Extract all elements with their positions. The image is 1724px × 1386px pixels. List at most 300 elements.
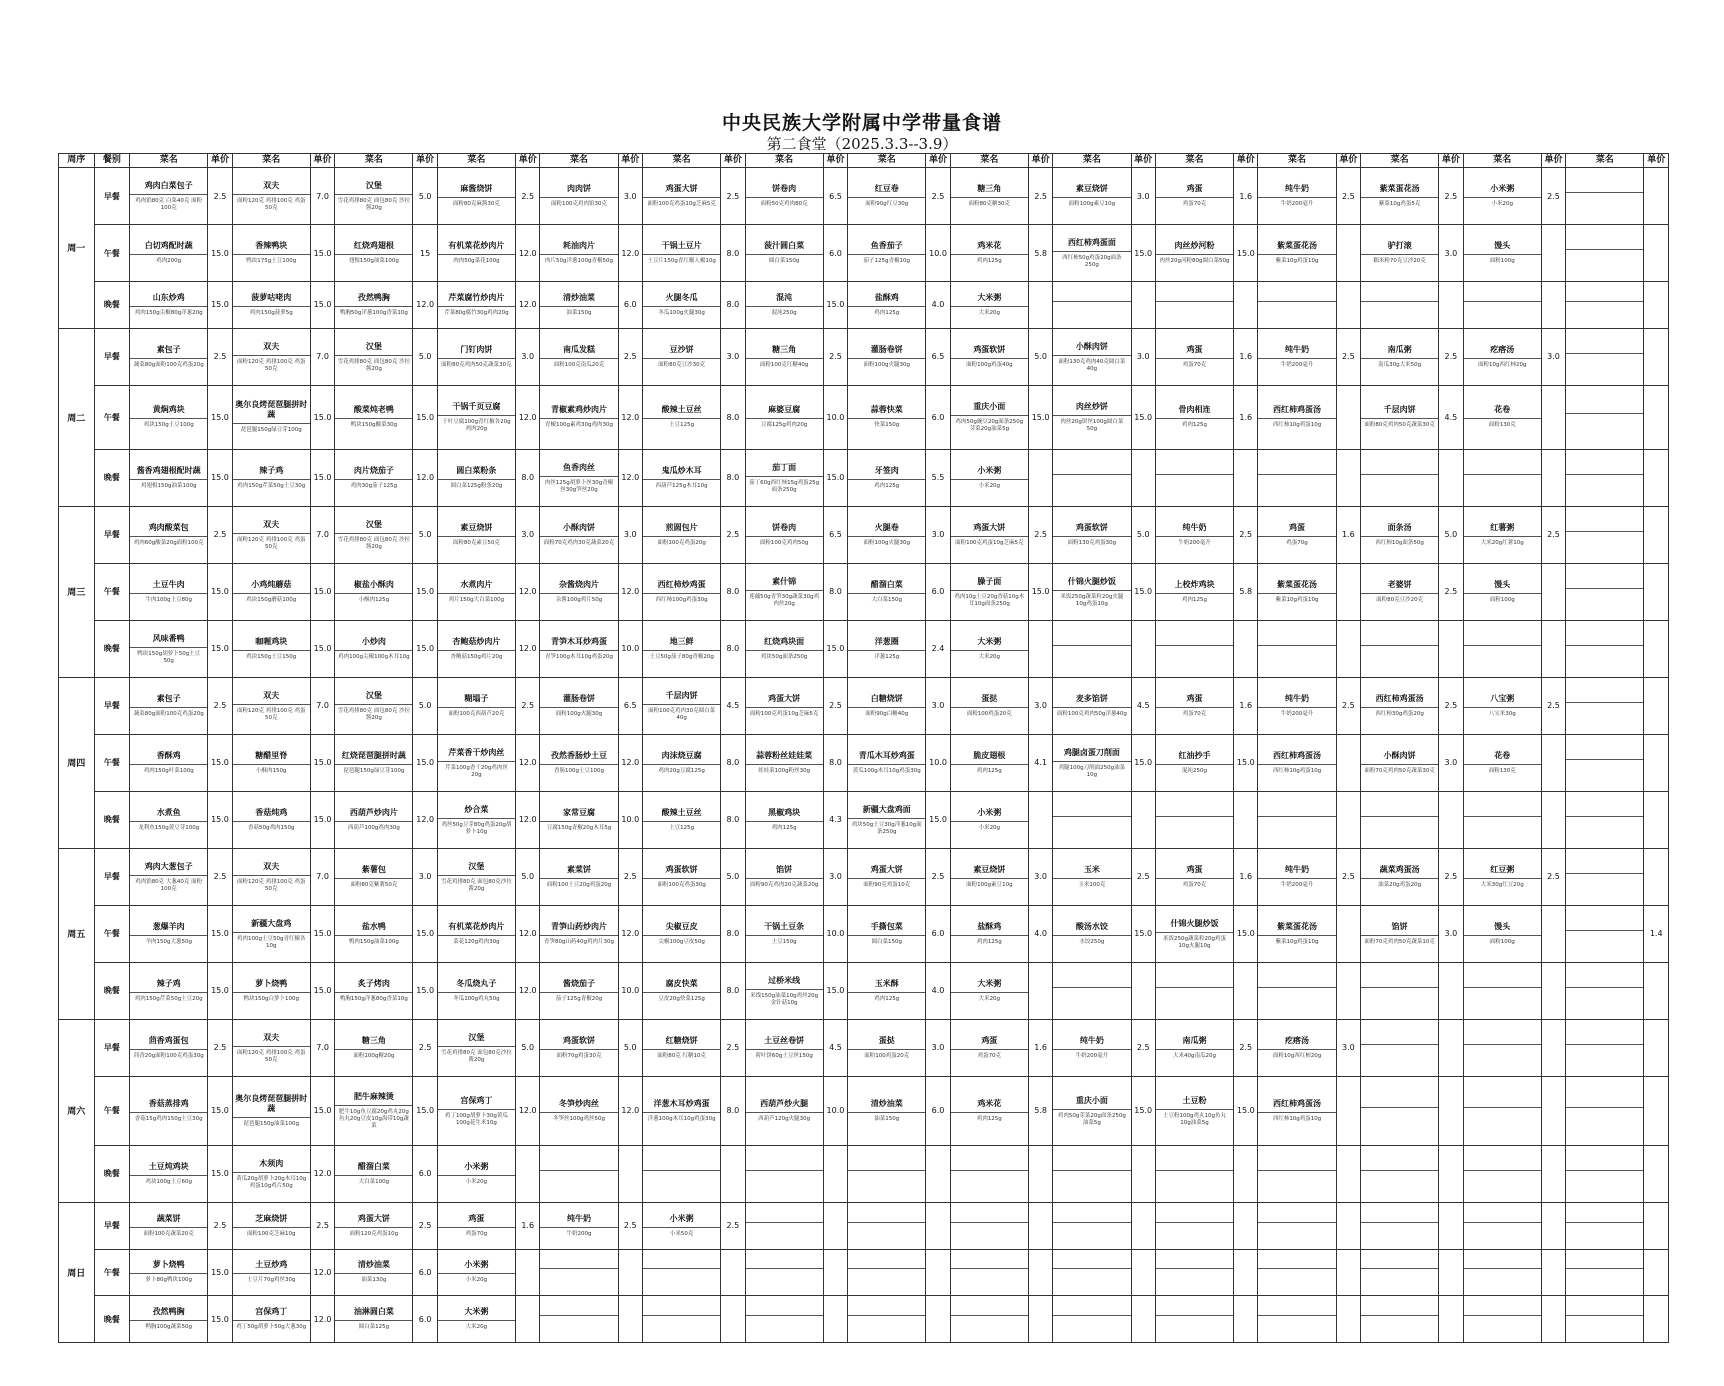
dish-cell [1258,385,1336,449]
dish-price: 2.5 [618,328,642,385]
dish-cell [642,282,720,329]
dish-cell [335,734,413,791]
dish-ingredients: 西葫芦120g火腿30g [746,1112,823,1124]
dish-ingredients: 茴香20g面粉100克鸡蛋30g [130,1049,207,1061]
dish-cell [1053,385,1131,449]
header-price: 单价 [1439,154,1463,168]
dish-ingredients: 鸡肉125g [848,479,925,491]
dish-cell [1566,848,1644,905]
dish-ingredients: 香肠100g土豆100g [540,764,617,776]
dish-cell [1463,791,1541,848]
dish-name [1566,409,1643,410]
dish-ingredients [1464,645,1541,657]
header-price: 单价 [516,154,540,168]
dish-ingredients: 鸡蛋70克 [1156,707,1233,719]
meal-row [59,1296,1669,1343]
dish-ingredients: 牛肉100g土豆80g [130,593,207,605]
dish-name: 糊塌子 [464,693,489,703]
dish-price: 4.5 [1439,385,1463,449]
dish-name: 肉沫烧豆腐 [661,750,702,760]
dish-price: 10.0 [618,791,642,848]
dish-ingredients [1464,1170,1541,1182]
dish-ingredients: 鸭胸100g蔬菜50g [130,1320,207,1332]
dish-cell [437,168,515,225]
dish-ingredients: 西红柿10g鸡蛋10g [1258,418,1335,430]
dish-ingredients: 翅根150g油菜100g [335,254,412,266]
dish-ingredients: 雪花鸡排80克 面包80克 沙拉酱20g [335,704,412,722]
dish-name [1464,1218,1541,1219]
dish-name: 土豆丝卷饼 [764,1035,805,1045]
dish-ingredients: 雪花鸡排80克 面包80克 沙拉酱20g [335,194,412,212]
dish-cell [1155,328,1233,385]
dish-ingredients: 青笋80g山药40g鸡肉片30g [540,935,617,947]
dish-price: 15.0 [1234,1076,1258,1145]
dish-name: 黄焖鸡块 [152,405,185,415]
dish-cell [642,734,720,791]
day-label: 周三 [59,506,95,677]
dish-cell [232,328,310,385]
dish-price: 12.0 [310,1249,334,1296]
dish-price: 10.0 [823,905,847,962]
dish-price [1028,282,1052,329]
dish-cell [1155,905,1233,962]
dish-name: 白糖烧饼 [870,693,903,703]
dish-cell [848,506,926,563]
dish-price: 2.5 [823,328,847,385]
dish-ingredients: 紫菜10g鸡蛋5克 [1361,197,1438,209]
dish-name: 红薯粥 [1490,522,1515,532]
dish-name: 紫菜蛋花汤 [1379,184,1420,193]
dish-ingredients [951,1315,1028,1327]
dish-ingredients: 肉肉50g菜花100g [438,254,515,266]
dish-name: 西葫芦炒火腿 [760,1098,809,1108]
dish-price [1644,282,1669,329]
meal-label: 晚餐 [94,282,130,329]
dish-cell [540,328,618,385]
dish-ingredients: 面粉100g [1464,254,1541,266]
dish-cell [130,962,208,1019]
dish-ingredients: 大白菜100g [335,1175,412,1187]
dish-price [1644,1076,1669,1145]
dish-price: 7.0 [310,677,334,734]
dish-ingredients: 土豆粉100g鸡丸10g鱼丸10g油菜5g [1156,1109,1233,1127]
dish-name: 红糖烧饼 [665,1035,698,1045]
dish-price: 15.0 [310,905,334,962]
dish-ingredients: 鸡蛋70g [438,1227,515,1239]
dish-name: 小米粥 [977,465,1002,475]
dish-ingredients: 鸡肉10g土豆20g香菇10g木耳10g面条250g [951,590,1028,608]
dish-cell [335,905,413,962]
dish-name: 手撕包菜 [870,921,903,931]
dish-name [1361,983,1438,984]
dish-price: 15.0 [208,905,232,962]
meal-row [59,225,1669,282]
dish-name [1464,1166,1541,1167]
dish-price: 5.0 [1131,506,1155,563]
dish-price: 15 [413,225,437,282]
dish-name: 鸡蛋软饼 [665,864,698,874]
dish-name: 冬瓜烧丸子 [456,978,497,988]
dish-cell [130,168,208,225]
dish-name: 小米粥 [464,1260,489,1270]
dish-cell [540,962,618,1019]
dish-price: 4.5 [721,677,745,734]
dish-ingredients: 鸡块150g土豆150g [233,650,310,662]
dish-cell [848,620,926,677]
dish-price: 15.0 [310,282,334,329]
dish-price: 3.0 [1028,677,1052,734]
dish-name: 什锦火腿炒饭 [1067,576,1116,586]
dish-ingredients [1361,474,1438,486]
dish-price: 15.0 [413,962,437,1019]
dish-price [1336,282,1360,329]
dish-ingredients: 土豆片70g鸡丝30g [233,1273,310,1285]
dish-price [1541,905,1565,962]
dish-price [1336,620,1360,677]
dish-name: 茴香鸡蛋包 [148,1035,189,1045]
dish-name: 南瓜粥 [1182,1035,1207,1045]
dish-ingredients: 面粉120克鸡蛋10g [335,1227,412,1239]
dish-price: 2.5 [1541,677,1565,734]
dish-ingredients: 鸡肉50g豌豆20g面条250g芽菜20g油菜5g [951,415,1028,433]
dish-name: 鸡蛋 [1186,344,1203,354]
dish-cell [130,449,208,506]
dish-ingredients: 面粉10g西红柿20g [1464,358,1541,370]
dish-cell [1463,1249,1541,1296]
dish-ingredients [1053,1170,1130,1182]
dish-cell [1463,1076,1541,1145]
dish-cell [642,563,720,620]
meal-row [59,620,1669,677]
dish-price: 15.0 [823,449,847,506]
dish-ingredients: 面粉120克 鸡排100克 鸡蛋50克 [233,533,310,551]
dish-name: 玉米 [1083,864,1100,874]
dish-ingredients: 面粉100鸡蛋20克 [951,707,1028,719]
dish-name [1464,1103,1541,1104]
dish-price: 15.0 [208,563,232,620]
dish-cell [642,1296,720,1343]
dish-cell [437,1145,515,1202]
dish-ingredients: 面粉130克鸡蛋30g [1053,536,1130,548]
dish-price: 15.0 [1131,225,1155,282]
dish-ingredients: 面粉100g火腿30g [848,358,925,370]
dish-name [643,1166,720,1167]
dish-price [1234,282,1258,329]
dish-name [1258,1218,1335,1219]
dish-ingredients: 西红柿10g鸡蛋10g [1258,1112,1335,1124]
dish-cell [950,328,1028,385]
dish-price: 15.0 [823,962,847,1019]
dish-ingredients: 琵琶腿150g绿豆芽100g [233,423,310,435]
dish-ingredients [1053,987,1130,999]
dish-name: 小炒肉 [361,636,386,646]
dish-name: 芹菜香干炒肉丝 [448,747,505,757]
dish-name: 素什锦 [772,576,797,586]
dish-ingredients: 牛奶200g [540,1227,617,1239]
dish-price [1541,1202,1565,1249]
dish-name: 木须肉 [259,1158,284,1168]
dish-cell [745,385,823,449]
header-dish-name: 菜名 [745,154,823,168]
dish-name [1566,188,1643,189]
dish-name [1053,1166,1130,1167]
dish-price: 15.0 [413,1076,437,1145]
dish-ingredients [848,1170,925,1182]
dish-cell [745,1076,823,1145]
dish-ingredients: 面粉70克鸡肉30克蔬菜20克 [540,536,617,548]
dish-name: 西红柿鸡蛋汤 [1375,693,1424,703]
dish-cell [848,962,926,1019]
dish-name: 鸡蛋软饼 [973,344,1006,354]
dish-price [1439,449,1463,506]
dish-ingredients [1566,353,1643,365]
dish-cell [950,677,1028,734]
dish-name: 汉堡 [365,181,382,190]
dish-name [1053,983,1130,984]
dish-name [848,1311,925,1312]
dish-ingredients: 鸡肉150g芹菜50g土豆20g [130,992,207,1004]
dish-cell [540,385,618,449]
meal-label: 晚餐 [94,620,130,677]
dish-price [1541,1019,1565,1076]
dish-cell [1361,1296,1439,1343]
dish-price: 2.5 [721,168,745,225]
dish-ingredients: 鸡肉30g茄子125g [335,479,412,491]
dish-name [1156,1218,1233,1219]
dish-price: 15.0 [310,449,334,506]
dish-cell [1053,1076,1131,1145]
dish-cell [848,1145,926,1202]
dish-name: 鸡肉白菜包子 [144,181,193,190]
dish-ingredients: 大米20g [951,306,1028,318]
dish-ingredients: 鸡肉150g芹菜50g土豆30g [233,479,310,491]
dish-cell [745,677,823,734]
dish-name: 糖三角 [361,1035,386,1045]
dish-price: 2.5 [208,168,232,225]
dish-name: 红油抄手 [1178,750,1211,760]
dish-ingredients [1053,1268,1130,1280]
dish-name [848,1166,925,1167]
header-meal: 餐别 [94,154,130,168]
dish-cell [1566,506,1644,563]
header-dish-name: 菜名 [848,154,926,168]
dish-ingredients: 鸡肉100g尖椒100g木耳10g [335,650,412,662]
dish-price: 2.5 [208,848,232,905]
dish-cell [130,677,208,734]
dish-cell [1258,962,1336,1019]
header-dish-name: 菜名 [1155,154,1233,168]
dish-ingredients: 面粉100克芝麻10g [233,1227,310,1239]
dish-price: 8.0 [721,385,745,449]
dish-name [1566,1218,1643,1219]
dish-name: 南瓜发糕 [563,344,595,354]
dish-ingredients [1361,1315,1438,1327]
dish-name: 芝麻烧饼 [255,1213,288,1223]
header-dish-name: 菜名 [950,154,1028,168]
dish-cell [437,563,515,620]
dish-name: 南瓜粥 [1387,344,1412,354]
header-dish-name: 菜名 [642,154,720,168]
dish-name: 紫菜蛋花汤 [1277,579,1318,589]
dish-ingredients: 小酥肉150g [233,764,310,776]
dish-name: 八宝粥 [1490,693,1515,703]
dish-price [1644,962,1669,1019]
dish-name: 双夫 [263,519,280,529]
dish-price: 3.0 [516,506,540,563]
dish-cell [642,962,720,1019]
dish-cell [335,1145,413,1202]
dish-name: 葱爆羊肉 [152,921,185,931]
dish-ingredients [848,1268,925,1280]
dish-ingredients: 肉丝20g河粉80g圆白菜50g [1156,254,1233,266]
dish-name: 油淋圆白菜 [353,1307,394,1317]
dish-name: 土豆炒鸡 [255,1260,288,1270]
header-price: 单价 [1541,154,1565,168]
dish-name: 水煮鱼 [156,807,181,817]
dish-ingredients: 面粉90g白糖40g [848,707,925,719]
dish-price: 15.0 [413,563,437,620]
dish-price: 10.0 [926,734,950,791]
dish-ingredients: 西红柿50g鸡蛋20g面条250g [1053,251,1130,269]
dish-ingredients: 洋葱100g木耳10g鸡蛋30g [643,1112,720,1124]
dish-price: 10.0 [926,225,950,282]
dish-name: 蔬菜鸡蛋汤 [1379,864,1420,874]
dish-name: 玉米酥 [874,978,899,988]
dish-name: 馅饼 [776,864,793,874]
dish-name: 灌肠卷饼 [870,344,903,354]
dish-name [1258,297,1335,298]
dish-ingredients [1464,1044,1541,1056]
dish-price: 15.0 [1131,563,1155,620]
dish-cell [950,620,1028,677]
dish-name: 冬笋炒肉丝 [559,1098,599,1108]
day-label: 周五 [59,848,95,1019]
dish-cell [1258,791,1336,848]
dish-price [1131,1296,1155,1343]
dish-cell [1053,282,1131,329]
dish-name [1258,1166,1335,1167]
dish-name: 肉丝炒饼 [1075,402,1108,412]
dish-name: 鸡腿卤蛋刀削面 [1063,747,1120,757]
dish-ingredients: 鸡腿100g刀削面250g油菜10g [1053,761,1130,779]
dish-price [1439,962,1463,1019]
dish-cell [335,677,413,734]
dish-ingredients: 杂酱100g鸡片50g [540,593,617,605]
dish-price: 15.0 [1131,905,1155,962]
dish-ingredients: 牛奶200毫升 [1258,707,1335,719]
dish-cell [1566,225,1644,282]
dish-ingredients: 面粉100克鸡肉50g洋葱40g [1053,707,1130,719]
dish-price [1028,449,1052,506]
dish-name: 新疆大盘鸡面 [862,804,911,814]
dish-price: 3.0 [618,168,642,225]
dish-name [1258,1264,1335,1265]
dish-price [823,1249,847,1296]
dish-cell [745,734,823,791]
dish-cell [1566,1076,1644,1145]
dish-ingredients: 鸡肉125g [951,1112,1028,1124]
dish-cell [540,282,618,329]
dish-ingredients: 面粉100土豆20g鸡蛋20g [540,878,617,890]
dish-ingredients [1464,1315,1541,1327]
dish-ingredients: 八宝米30g [1464,707,1541,719]
dish-name [1361,1218,1438,1219]
dish-ingredients: 鸡肉馅80克 白菜40克 面粉100克 [130,194,207,212]
dish-name: 麻婆豆腐 [768,405,801,415]
dish-price [1644,506,1669,563]
dish-price: 12.0 [413,449,437,506]
dish-price [1028,1145,1052,1202]
header-price: 单价 [1028,154,1052,168]
header-price: 单价 [1644,154,1669,168]
dish-price [1131,1145,1155,1202]
dish-name [1053,470,1130,471]
dish-price [1234,1296,1258,1343]
dish-price: 12.0 [516,282,540,329]
dish-cell [437,449,515,506]
dish-cell [1361,1202,1439,1249]
dish-price: 2.5 [926,848,950,905]
dish-ingredients: 面粉80克麻酱30克 [438,197,515,209]
dish-cell [1566,1145,1644,1202]
dish-price [1644,620,1669,677]
dish-cell [130,791,208,848]
dish-price: 2.5 [1541,168,1565,225]
dish-cell [437,734,515,791]
dish-name: 鸡米花 [977,1098,1002,1108]
dish-name [1053,812,1130,813]
dish-price: 15.0 [208,1076,232,1145]
dish-price: 3.0 [926,1019,950,1076]
dish-cell [232,791,310,848]
meal-label: 晚餐 [94,1296,130,1343]
dish-ingredients: 土豆50g茄子80g青椒20g [643,650,720,662]
dish-ingredients: 面粉120克 鸡排100克 鸡蛋50克 [233,875,310,893]
dish-ingredients [1566,930,1643,942]
dish-cell [540,506,618,563]
dish-cell [335,168,413,225]
dish-name: 肉肉饼 [567,184,591,193]
dish-ingredients: 面粉100克西葫芦20克 [438,707,515,719]
dish-ingredients: 牛奶200毫升 [1258,878,1335,890]
dish-name: 汉堡 [365,519,382,529]
dish-cell [1053,449,1131,506]
dish-price: 1.6 [1234,328,1258,385]
dish-price: 6.5 [823,168,847,225]
dish-name [1156,1166,1233,1167]
meal-row [59,848,1669,905]
dish-name [1361,641,1438,642]
dish-cell [745,1249,823,1296]
dish-name [1566,297,1643,298]
dish-name: 腐皮快菜 [665,978,698,988]
dish-ingredients [746,1222,823,1234]
dish-name: 鬼瓜炒木耳 [661,465,702,475]
dish-ingredients [1053,474,1130,486]
dish-name: 尖椒豆皮 [665,921,698,931]
dish-cell [848,225,926,282]
dish-price: 4.0 [1028,905,1052,962]
dish-ingredients [1258,987,1335,999]
dish-cell [1361,385,1439,449]
meal-row [59,677,1669,734]
dish-cell [1258,1076,1336,1145]
dish-ingredients: 鸡肉50g芽菜20g面条250g油菜5g [1053,1109,1130,1127]
dish-name: 鸡米花 [977,241,1002,251]
dish-price: 1.4 [1644,905,1669,962]
meal-label: 晚餐 [94,1145,130,1202]
dish-name: 疙瘩汤 [1285,1035,1310,1045]
